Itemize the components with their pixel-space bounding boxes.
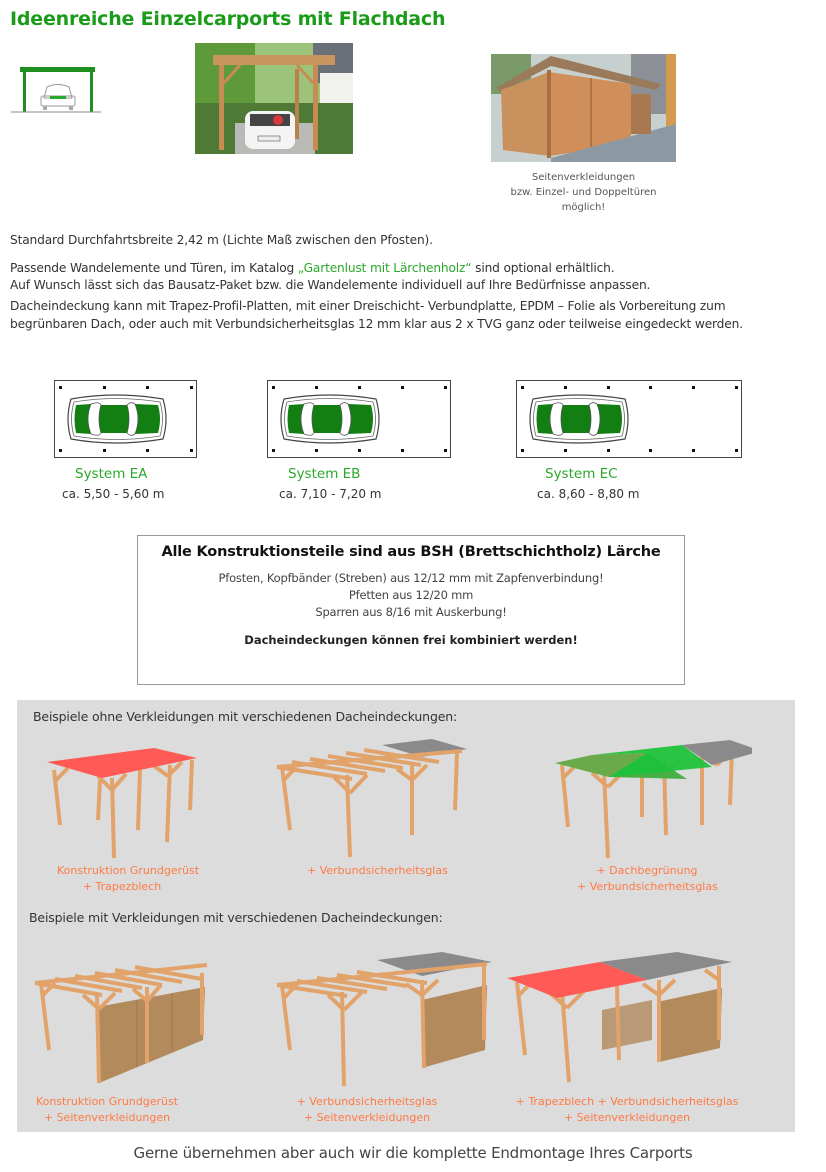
post-marker	[607, 386, 610, 389]
examples-with-cladding-heading: Beispiele mit Verkleidungen mit verschiedenen Dacheindeckungen:	[29, 910, 443, 925]
example-label-line: + Seitenverkleidungen	[303, 1111, 431, 1124]
post-marker	[649, 386, 652, 389]
description-text: sind optional erhältlich.	[471, 261, 615, 275]
carport-render-clad-base	[27, 955, 212, 1085]
car-top-view-icon	[65, 393, 169, 449]
post-marker	[607, 449, 610, 452]
post-marker	[190, 386, 193, 389]
catalog-link[interactable]: „Gartenlust mit Lärchenholz“	[297, 261, 472, 275]
photo-caption-line: möglich!	[561, 202, 606, 213]
photo-caption-line: bzw. Einzel- und Doppeltüren	[510, 187, 657, 198]
post-marker	[649, 449, 652, 452]
carport-render-dachbegruenung	[552, 735, 752, 860]
post-marker	[103, 386, 106, 389]
car-top-view-icon	[527, 393, 631, 449]
post-marker	[735, 449, 738, 452]
post-marker	[521, 449, 524, 452]
post-marker	[272, 386, 275, 389]
carport-front-icon	[10, 62, 102, 118]
carport-render-clad-trapez-glass	[507, 940, 737, 1090]
spec-line: Sparren aus 8/16 mit Auskerbung!	[315, 605, 507, 619]
info-heading: Alle Konstruktionsteile sind aus BSH (Brettschichtholz) Lärche	[161, 544, 661, 560]
example-label-line: Konstruktion Grundgerüst	[57, 864, 200, 877]
post-marker	[564, 449, 567, 452]
carport-photo-with-car	[195, 43, 353, 154]
carport-render-verbundsicherheitsglas	[272, 735, 472, 860]
standard-width-text: Standard Durchfahrtsbreite 2,42 m (Lichte Maß zwischen den Pfosten).	[10, 233, 433, 247]
description-line-1	[10, 260, 614, 277]
description-text: Passende Wandelemente und Türen, im Katalog	[10, 261, 298, 275]
info-note: Dacheindeckungen können frei kombiniert werden!	[244, 633, 578, 647]
system-name: System EC	[545, 466, 618, 482]
description-line-3: Dacheindeckung kann mit Trapez-Profil-Platten, mit einer Dreischicht- Verbundplatte, EPDM – Folie als Vorbereitung zum	[10, 299, 726, 313]
system-length: ca. 8,60 - 8,80 m	[537, 487, 640, 501]
post-marker	[272, 449, 275, 452]
example-label-line: + Verbundsicherheitsglas	[577, 880, 718, 893]
construction-info-box	[137, 535, 685, 685]
spec-line: Pfosten, Kopfbänder (Streben) aus 12/12 mm mit Zapfenverbindung!	[218, 571, 604, 585]
post-marker	[59, 449, 62, 452]
carport-render-trapezblech	[42, 740, 202, 860]
post-marker	[444, 449, 447, 452]
post-marker	[146, 449, 149, 452]
post-marker	[315, 386, 318, 389]
post-marker	[401, 386, 404, 389]
post-marker	[521, 386, 524, 389]
post-marker	[315, 449, 318, 452]
photo-caption-line: Seitenverkleidungen	[531, 172, 636, 183]
post-marker	[564, 386, 567, 389]
post-marker	[103, 449, 106, 452]
examples-panel	[17, 700, 795, 1132]
carport-photo-with-cladding	[491, 54, 676, 162]
footer-text: Gerne übernehmen aber auch wir die komplette Endmontage Ihres Carports	[133, 1144, 693, 1162]
post-marker	[401, 449, 404, 452]
example-label-line: Konstruktion Grundgerüst	[35, 1095, 179, 1108]
post-marker	[692, 386, 695, 389]
example-label-line: + Trapezblech + Verbundsicherheitsglas	[515, 1095, 739, 1108]
page-title: Ideenreiche Einzelcarports mit Flachdach	[10, 8, 446, 30]
description-line-2: Auf Wunsch lässt sich das Bausatz-Paket bzw. die Wandelemente individuell auf Ihre Bedürfnisse anpassen.	[10, 278, 651, 292]
post-marker	[692, 449, 695, 452]
system-name: System EB	[288, 466, 361, 482]
post-marker	[358, 449, 361, 452]
examples-without-cladding-heading: Beispiele ohne Verkleidungen mit verschiedenen Dacheindeckungen:	[33, 709, 458, 724]
post-marker	[59, 386, 62, 389]
system-plan-diagram	[267, 380, 451, 458]
car-top-view-icon	[278, 393, 382, 449]
example-label-line: + Seitenverkleidungen	[43, 1111, 171, 1124]
example-label-line: + Verbundsicherheitsglas	[307, 864, 448, 877]
system-length: ca. 7,10 - 7,20 m	[279, 487, 382, 501]
description-line-4: begrünbaren Dach, oder auch mit Verbundsicherheitsglas 12 mm klar aus 2 x TVG ganz oder teilweise eingedeckt werden.	[10, 317, 743, 331]
example-label-line: + Verbundsicherheitsglas	[296, 1095, 438, 1108]
carport-render-clad-glass	[272, 940, 497, 1090]
post-marker	[146, 386, 149, 389]
system-plan-diagram	[54, 380, 197, 458]
system-name: System EA	[75, 466, 148, 482]
post-marker	[190, 449, 193, 452]
post-marker	[735, 386, 738, 389]
example-label-line: + Dachbegrünung	[596, 864, 698, 877]
post-marker	[358, 386, 361, 389]
system-length: ca. 5,50 - 5,60 m	[62, 487, 165, 501]
post-marker	[444, 386, 447, 389]
example-label-line: + Trapezblech	[82, 880, 162, 893]
example-label-line: + Seitenverkleidungen	[563, 1111, 691, 1124]
system-plan-diagram	[516, 380, 742, 458]
spec-line: Pfetten aus 12/20 mm	[348, 588, 474, 602]
